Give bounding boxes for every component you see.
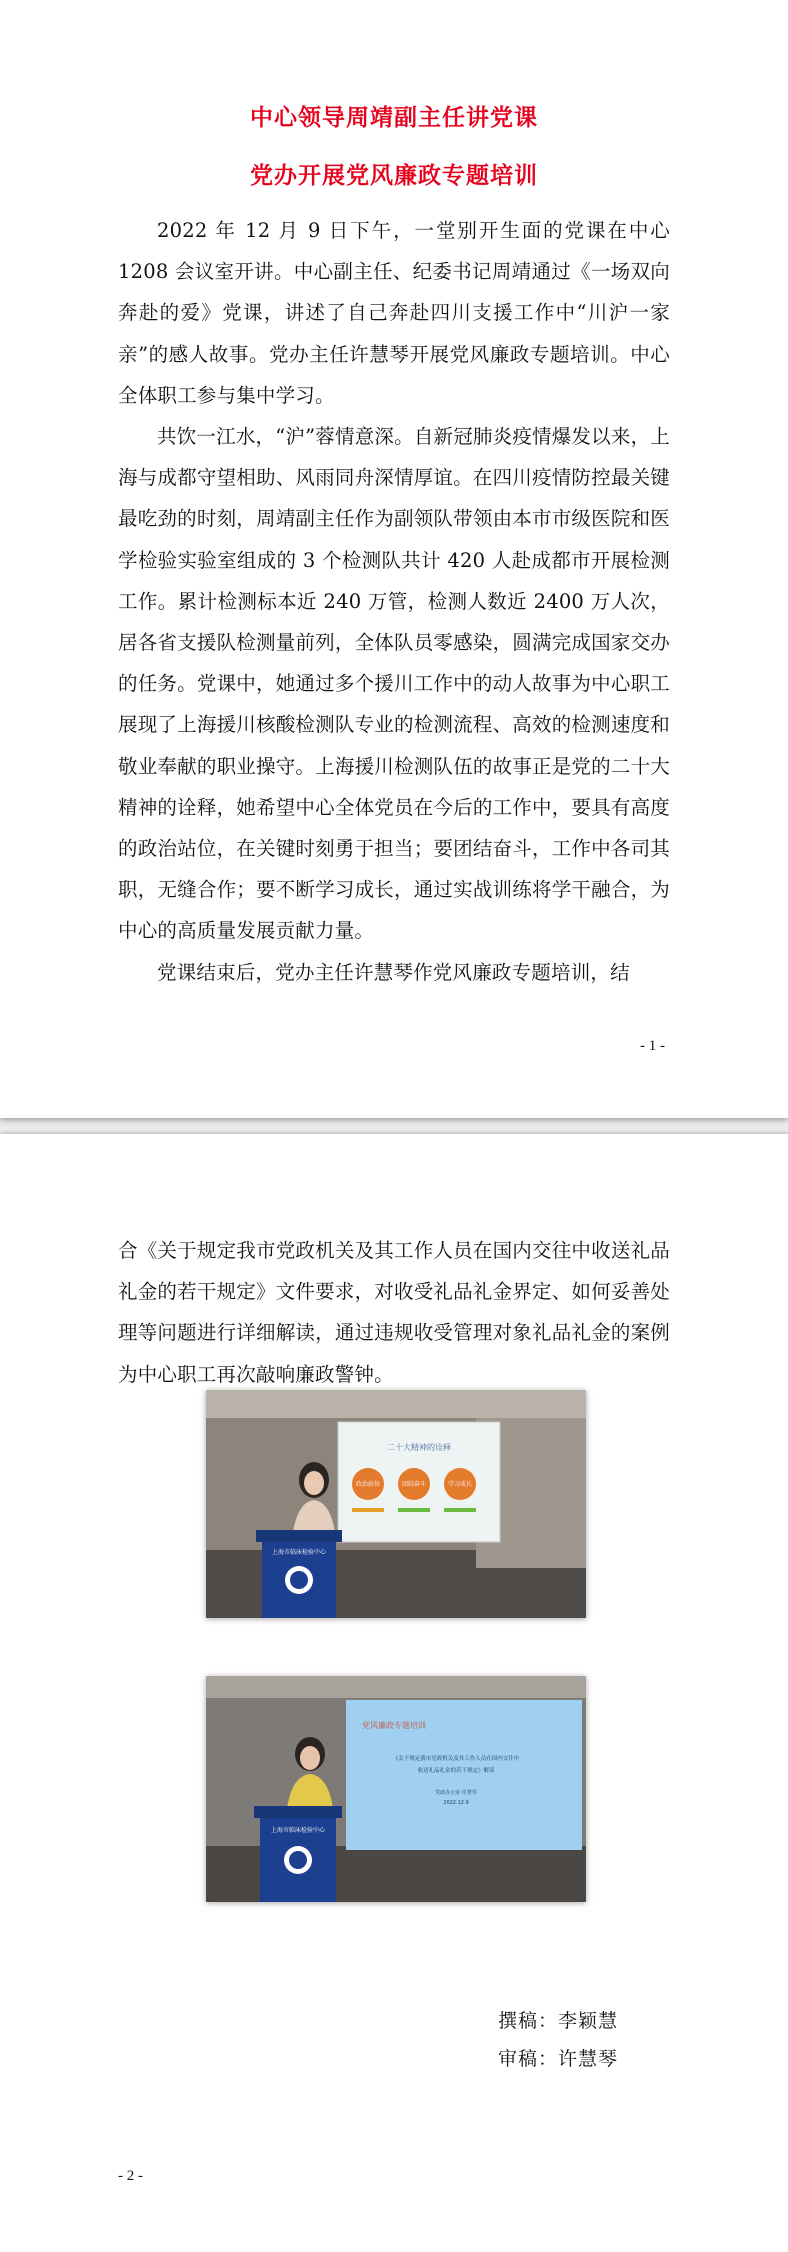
article-body-page-2 xyxy=(118,1230,670,1395)
page-number-1: - 1 - xyxy=(640,1038,665,1054)
article-body-page-1 xyxy=(118,210,670,993)
screen-title-2: 党风廉政专题培训 xyxy=(362,1721,426,1730)
reviewer-credit: 审稿：许慧琴 xyxy=(498,2048,619,2070)
screen-footer: 党政办公室 许慧琴 xyxy=(435,1790,477,1796)
lecture-photo-2-image xyxy=(206,1676,586,1902)
screen-title-1: 二十大精神的诠释 xyxy=(387,1443,451,1452)
paragraph-intro: 2022 年 12 月 9 日下午，一堂别开生面的党课在中心 1208 会议室开讲。中心副主任、纪委书记周靖通过《一场双向奔赴的爱》党课，讲述了自己奔赴四川支援工作中“川沪一家亲”的感人故事。党办主任许慧琴开展党风廉政专题培训。中心全体职工参与集中学习。 xyxy=(118,219,670,407)
document-page-1 xyxy=(0,0,788,1118)
paragraph-continuation: 合《关于规定我市党政机关及其工作人员在国内交往中收送礼品礼金的若干规定》文件要求，对收受礼品礼金界定、如何妥善处理等问题进行详细解读，通过违规收受管理对象礼品礼金的案例为中心职工再次敲响廉政警钟。 xyxy=(118,1239,670,1386)
screen-date: 2022.12.9 xyxy=(443,1800,469,1806)
paragraph-training: 党课结束后，党办主任许慧琴作党风廉政专题培训，结 xyxy=(157,960,630,984)
author-credit: 撰稿：李颖慧 xyxy=(498,2010,619,2032)
headline-title: 中心领导周靖副主任讲党课 xyxy=(250,104,538,131)
photo-lecture-1 xyxy=(206,1390,586,1618)
screen-line-2: 收送礼品礼金的若干规定》解读 xyxy=(417,1768,495,1774)
photo-lecture-2 xyxy=(206,1676,586,1902)
screen-line-1: 《关于规定我市党政机关及其工作人员在国内交往中 xyxy=(392,1756,520,1762)
podium-text-1: 上海市临床检验中心 xyxy=(271,1549,327,1556)
headline-subtitle: 党办开展党风廉政专题培训 xyxy=(250,162,538,189)
paragraph-story: 共饮一江水，“沪”蓉情意深。自新冠肺炎疫情爆发以来，上海与成都守望相助、风雨同舟深情厚谊。在四川疫情防控最关键最吃劲的时刻，周靖副主任作为副领队带领由本市市级医院和医学检验实验室组成的 3 个检测队共计 420 人赴成都市开展检测工作。累计检测标本近 240 万管，检测人数近 2400 万人次，居各省支援队检测量前列，全体队员零感染，圆满完成国家交办的任务。党课中，她通过多个援川工作中的动人故事为中心职工展现了上海援川核酸检测队专业的检测流程、高效的检测速度和敬业奉献的职业操守。上海援川检测队伍的故事正是党的二十大精神的诠释，她希望中心全体党员在今后的工作中，要具有高度的政治站位，在关键时刻勇于担当；要团结奋斗，工作中各司其职，无缝合作；要不断学习成长，通过实战训练将学干融合，为中心的高质量发展贡献力量。 xyxy=(118,425,670,943)
circle-label-3: 学习成长 xyxy=(447,1481,473,1488)
circle-label-2: 团结奋斗 xyxy=(401,1481,427,1488)
page-number-2: - 2 - xyxy=(118,2168,143,2184)
podium-text-2: 上海市临床检验中心 xyxy=(270,1827,326,1834)
circle-label-1: 政治站位 xyxy=(355,1481,381,1488)
document-page-2 xyxy=(0,1134,788,2252)
lecture-photo-1-image xyxy=(206,1390,586,1618)
